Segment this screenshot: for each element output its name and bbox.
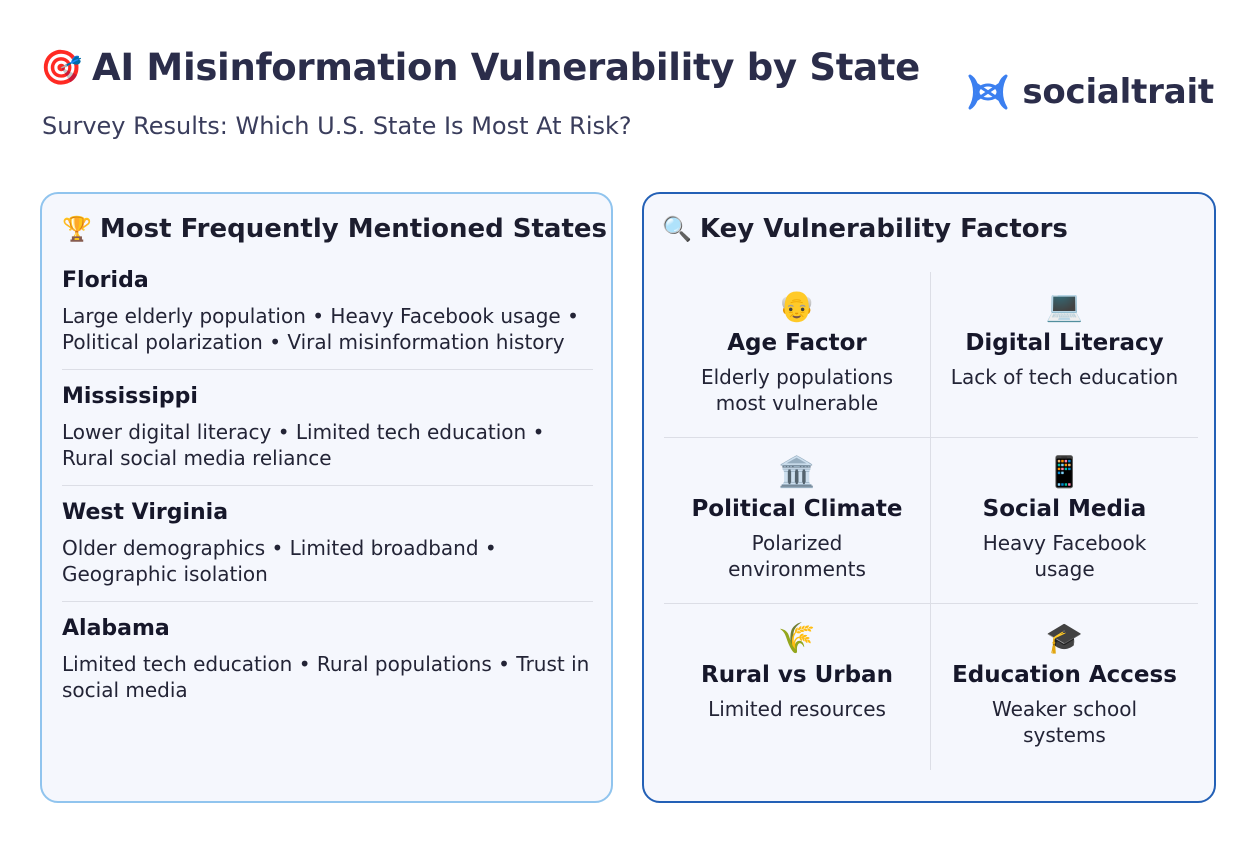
factor-social-media xyxy=(931,438,1198,604)
state-item-florida xyxy=(62,268,593,370)
factor-name: Education Access xyxy=(952,662,1177,688)
factor-digital-literacy xyxy=(931,272,1198,438)
socialtrait-knot-icon xyxy=(966,72,1010,112)
state-desc: Large elderly population • Heavy Facebook usage • Political polarization • Viral misinformation history xyxy=(62,304,579,354)
states-card xyxy=(40,192,613,803)
brand-name: socialtrait xyxy=(1022,72,1214,112)
states-card-title-text: Most Frequently Mentioned States xyxy=(99,214,608,244)
factor-name: Political Climate xyxy=(691,496,903,522)
factor-name: Age Factor xyxy=(727,330,867,356)
state-list xyxy=(62,268,593,717)
state-item-mississippi xyxy=(62,384,593,486)
state-name: Alabama xyxy=(62,616,170,641)
factor-age xyxy=(664,272,931,438)
factor-name: Social Media xyxy=(982,496,1147,522)
factors-card-title xyxy=(662,214,1196,244)
graduation-cap-icon: 🎓 xyxy=(1045,621,1084,656)
brand-logo xyxy=(966,72,1214,112)
trophy-icon: 🏆 xyxy=(62,215,92,243)
states-card-title xyxy=(62,214,608,244)
state-item-west-virginia xyxy=(62,500,593,602)
state-desc: Older demographics • Limited broadband • Geographic isolation xyxy=(62,536,497,586)
classical-building-icon: 🏛️ xyxy=(778,455,816,490)
factor-desc: Polarized environments xyxy=(728,531,866,581)
state-item-alabama xyxy=(62,616,593,717)
page-subtitle: Survey Results: Which U.S. State Is Most At Risk? xyxy=(42,112,632,140)
factor-grid xyxy=(664,272,1198,770)
mobile-phone-icon: 📱 xyxy=(1045,455,1084,490)
laptop-icon: 💻 xyxy=(1045,289,1084,324)
factors-card xyxy=(642,192,1216,803)
factor-desc: Heavy Facebook usage xyxy=(982,531,1147,581)
factor-desc: Lack of tech education xyxy=(950,365,1179,389)
factor-name: Digital Literacy xyxy=(965,330,1164,356)
rice-sheaf-icon: 🌾 xyxy=(778,621,816,656)
page-title xyxy=(40,46,920,89)
page-title-text: AI Misinformation Vulnerability by State xyxy=(92,46,920,89)
factor-desc: Elderly populations most vulnerable xyxy=(700,365,893,415)
state-name: Mississippi xyxy=(62,384,198,409)
factor-rural-vs-urban xyxy=(664,604,931,770)
state-name: Florida xyxy=(62,268,149,293)
magnifier-icon: 🔍 xyxy=(662,215,692,243)
factors-card-title-text: Key Vulnerability Factors xyxy=(699,214,1068,244)
old-man-icon: 👴 xyxy=(778,289,816,324)
factor-education-access xyxy=(931,604,1198,770)
factor-name: Rural vs Urban xyxy=(701,662,893,688)
factor-desc: Limited resources xyxy=(708,697,886,721)
target-icon: 🎯 xyxy=(40,47,83,88)
state-name: West Virginia xyxy=(62,500,229,525)
state-desc: Limited tech education • Rural populations • Trust in social media xyxy=(62,652,590,702)
factor-political-climate xyxy=(664,438,931,604)
state-desc: Lower digital literacy • Limited tech education • Rural social media reliance xyxy=(62,420,545,470)
factor-desc: Weaker school systems xyxy=(991,697,1138,747)
